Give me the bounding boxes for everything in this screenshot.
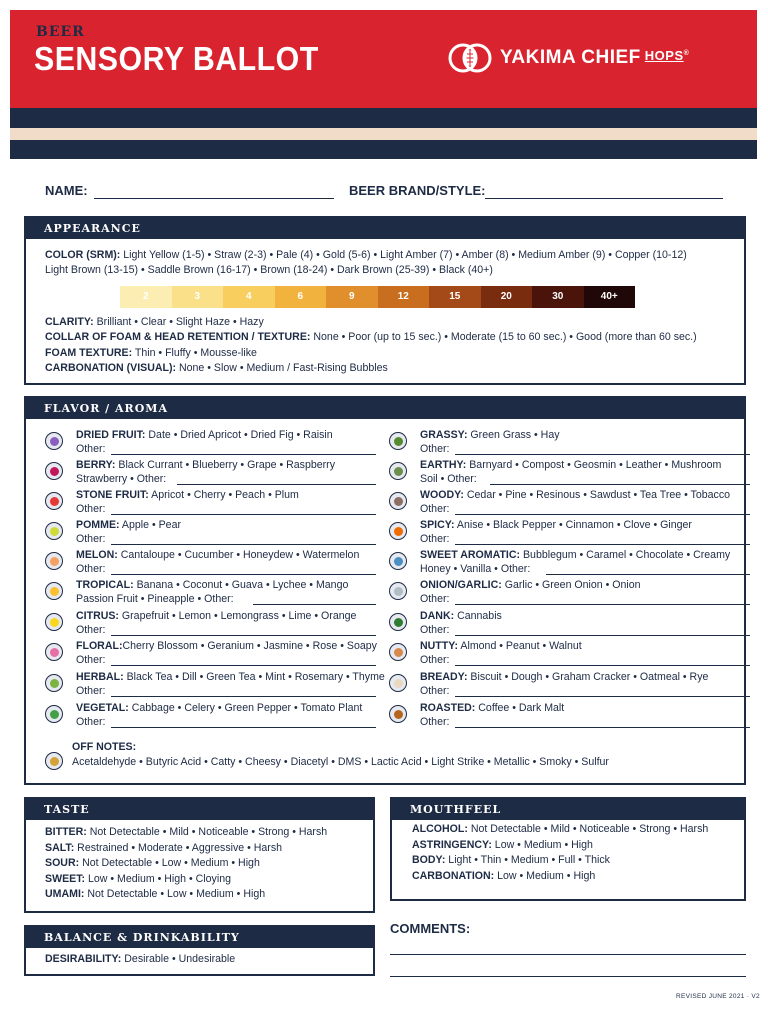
- off-notes-label: OFF NOTES:: [72, 741, 137, 753]
- herbal-icon-dot: [50, 679, 59, 688]
- flavor-other-input-line[interactable]: [111, 454, 376, 455]
- flavor-item-other: Passion Fruit • Pineapple • Other:: [76, 593, 234, 605]
- flavor-item-text: DRIED FRUIT: Date • Dried Apricot • Dried Fig • Raisin: [76, 429, 333, 441]
- flavor-item-other: Other:: [420, 654, 450, 666]
- flavor-item-text: BERRY: Black Currant • Blueberry • Grape • Raspberry: [76, 459, 335, 471]
- srm-swatch: 6: [275, 286, 327, 308]
- flavor-other-input-line[interactable]: [177, 484, 376, 485]
- srm-swatch: 4: [223, 286, 275, 308]
- flavor-item-other: Other:: [420, 593, 450, 605]
- flavor-other-input-line[interactable]: [111, 665, 376, 666]
- citrus-icon: [45, 613, 63, 631]
- stone-fruit-icon: [45, 492, 63, 510]
- off-notes-list: Acetaldehyde • Butyric Acid • Catty • Cheesy • Diacetyl • DMS • Lactic Acid • Light Strike • Metallic • Smoky • Sulfur: [72, 756, 609, 768]
- flavor-item-other: Other:: [76, 654, 106, 666]
- berry-icon-dot: [50, 467, 59, 476]
- appearance-heading: APPEARANCE: [26, 218, 744, 239]
- header-stripe-navy-bottom: [10, 140, 757, 159]
- taste-heading: TASTE: [26, 799, 373, 820]
- flavor-other-input-line[interactable]: [111, 544, 376, 545]
- flavor-item-text: ROASTED: Coffee • Dark Malt: [420, 702, 565, 714]
- balance-drinkability-heading: BALANCE & DRINKABILITY: [26, 927, 373, 948]
- flavor-item-text: CITRUS: Grapefruit • Lemon • Lemongrass • Lime • Orange: [76, 610, 357, 622]
- flavor-other-input-line[interactable]: [111, 635, 376, 636]
- roasted-icon: [389, 705, 407, 723]
- comments-line-2[interactable]: [390, 976, 746, 977]
- melon-icon: [45, 552, 63, 570]
- flavor-item-other: Other:: [420, 443, 450, 455]
- flavor-other-input-line[interactable]: [111, 696, 376, 697]
- dank-icon: [389, 613, 407, 631]
- grassy-icon: [389, 432, 407, 450]
- flavor-aroma-heading: FLAVOR / AROMA: [26, 398, 744, 419]
- flavor-other-input-line[interactable]: [455, 454, 750, 455]
- vegetal-icon-dot: [50, 710, 59, 719]
- sweet-aromatic-icon-dot: [394, 557, 403, 566]
- onion-garlic-icon: [389, 582, 407, 600]
- earthy-icon-dot: [394, 467, 403, 476]
- vegetal-icon: [45, 705, 63, 723]
- bready-icon: [389, 674, 407, 692]
- flavor-item-text: POMME: Apple • Pear: [76, 519, 181, 531]
- flavor-other-input-line[interactable]: [455, 665, 750, 666]
- color-srm-row: COLOR (SRM): Light Yellow (1-5) • Straw (2-3) • Pale (4) • Gold (5-6) • Light Amber (7) • Amber (8) • Medium Amber (9) • Copper (10-12): [45, 249, 687, 261]
- pomme-icon-dot: [50, 527, 59, 536]
- flavor-item-other: Other:: [76, 533, 106, 545]
- flavor-item-other: Soil • Other:: [420, 473, 477, 485]
- header-stripe-cream: [10, 128, 757, 140]
- flavor-item-text: STONE FRUIT: Apricot • Cherry • Peach • Plum: [76, 489, 299, 501]
- flavor-item-text: NUTTY: Almond • Peanut • Walnut: [420, 640, 582, 652]
- srm-swatch: 40+: [584, 286, 636, 308]
- logo-registered-mark: ®: [683, 50, 690, 57]
- flavor-other-input-line[interactable]: [455, 696, 750, 697]
- name-label: NAME:: [45, 183, 88, 198]
- flavor-other-input-line[interactable]: [490, 484, 750, 485]
- flavor-other-input-line[interactable]: [111, 514, 376, 515]
- citrus-icon-dot: [50, 618, 59, 627]
- srm-swatch: 30: [532, 286, 584, 308]
- spicy-icon-dot: [394, 527, 403, 536]
- header-stripe-navy-top: [10, 108, 757, 128]
- tropical-icon-dot: [50, 587, 59, 596]
- revision-note: REVISED JUNE 2021 · V2: [676, 993, 760, 1000]
- srm-swatch: 12: [378, 286, 430, 308]
- srm-swatch: 20: [481, 286, 533, 308]
- collar-row: COLLAR OF FOAM & HEAD RETENTION / TEXTURE: None • Poor (up to 15 sec.) • Moderate (15 to 60 sec.) • Good (more than 60 sec.): [45, 331, 697, 343]
- woody-icon-dot: [394, 497, 403, 506]
- mouthfeel-heading: MOUTHFEEL: [392, 799, 744, 820]
- mouthfeel-row: ASTRINGENCY: Low • Medium • High: [412, 838, 593, 851]
- carbonation-visual-row: CARBONATION (VISUAL): None • Slow • Medium / Fast-Rising Bubbles: [45, 362, 388, 374]
- flavor-item-other: Other:: [420, 533, 450, 545]
- flavor-item-text: TROPICAL: Banana • Coconut • Guava • Lychee • Mango: [76, 579, 349, 591]
- srm-color-bar: [120, 286, 635, 308]
- flavor-item-text: SPICY: Anise • Black Pepper • Cinnamon • Clove • Ginger: [420, 519, 692, 531]
- flavor-item-other: Other:: [420, 716, 450, 728]
- mouthfeel-row: ALCOHOL: Not Detectable • Mild • Noticeable • Strong • Harsh: [412, 823, 709, 835]
- floral-icon-dot: [50, 648, 59, 657]
- comments-label: COMMENTS:: [390, 921, 471, 936]
- flavor-other-input-line[interactable]: [455, 635, 750, 636]
- logo-hops: HOPS: [644, 48, 684, 63]
- foam-texture-row: FOAM TEXTURE: Thin • Fluffy • Mousse-like: [45, 347, 257, 359]
- flavor-item-text: GRASSY: Green Grass • Hay: [420, 429, 560, 441]
- melon-icon-dot: [50, 557, 59, 566]
- flavor-item-other: Other:: [76, 716, 106, 728]
- page-title: SENSORY BALLOT: [34, 40, 319, 77]
- bready-icon-dot: [394, 679, 403, 688]
- mouthfeel-row: BODY: Light • Thin • Medium • Full • Thick: [412, 854, 610, 867]
- flavor-item-text: WOODY: Cedar • Pine • Resinous • Sawdust • Tea Tree • Tobacco: [420, 489, 731, 501]
- name-row: [45, 183, 725, 203]
- name-input-line[interactable]: [94, 198, 334, 199]
- yakima-chief-logo: [448, 40, 689, 76]
- color-srm-row-2: Light Brown (13-15) • Saddle Brown (16-17) • Brown (18-24) • Dark Brown (25-39) • Black (40+): [45, 264, 493, 276]
- flavor-other-input-line[interactable]: [455, 544, 750, 545]
- dried-fruit-icon-dot: [50, 437, 59, 446]
- sweet-aromatic-icon: [389, 552, 407, 570]
- flavor-other-input-line[interactable]: [111, 727, 376, 728]
- nutty-icon-dot: [394, 648, 403, 657]
- srm-swatch: 3: [172, 286, 224, 308]
- spicy-icon: [389, 522, 407, 540]
- berry-icon: [45, 462, 63, 480]
- taste-row: BITTER: Not Detectable • Mild • Noticeable • Strong • Harsh: [45, 826, 328, 838]
- pomme-icon: [45, 522, 63, 540]
- floral-icon: [45, 643, 63, 661]
- tropical-icon: [45, 582, 63, 600]
- taste-row: SALT: Restrained • Moderate • Aggressive • Harsh: [45, 841, 283, 854]
- clarity-row: CLARITY: Brilliant • Clear • Slight Haze • Hazy: [45, 316, 264, 328]
- hop-logo-icon: [448, 40, 492, 76]
- logo-text: YAKIMA CHIEF HOPS®: [500, 47, 690, 68]
- flavor-item-other: Other:: [420, 503, 450, 515]
- flavor-item-text: SWEET AROMATIC: Bubblegum • Caramel • Chocolate • Creamy: [420, 549, 731, 561]
- woody-icon: [389, 492, 407, 510]
- flavor-item-text: MELON: Cantaloupe • Cucumber • Honeydew • Watermelon: [76, 549, 360, 561]
- earthy-icon: [389, 462, 407, 480]
- srm-swatch: 9: [326, 286, 378, 308]
- onion-garlic-icon-dot: [394, 587, 403, 596]
- beer-brand-style-input-line[interactable]: [485, 198, 723, 199]
- beer-label: BEER: [36, 24, 85, 40]
- comments-line-1[interactable]: [390, 954, 746, 955]
- off-notes-icon: [45, 752, 63, 770]
- flavor-other-input-line[interactable]: [455, 604, 750, 605]
- nutty-icon: [389, 643, 407, 661]
- herbal-icon: [45, 674, 63, 692]
- flavor-other-input-line[interactable]: [253, 604, 376, 605]
- taste-row: SOUR: Not Detectable • Low • Medium • High: [45, 857, 260, 870]
- srm-swatch: 2: [120, 286, 172, 308]
- flavor-item-other: Other:: [76, 443, 106, 455]
- flavor-item-other: Other:: [420, 685, 450, 697]
- flavor-item-text: EARTHY: Barnyard • Compost • Geosmin • Leather • Mushroom: [420, 459, 722, 471]
- taste-row: SWEET: Low • Medium • High • Cloying: [45, 872, 231, 885]
- flavor-item-text: BREADY: Biscuit • Dough • Graham Cracker • Oatmeal • Rye: [420, 671, 709, 683]
- flavor-other-input-line[interactable]: [546, 574, 750, 575]
- roasted-icon-dot: [394, 710, 403, 719]
- flavor-other-input-line[interactable]: [455, 514, 750, 515]
- flavor-item-other: Other:: [420, 624, 450, 636]
- mouthfeel-row: CARBONATION: Low • Medium • High: [412, 869, 596, 882]
- flavor-item-text: ONION/GARLIC: Garlic • Green Onion • Onion: [420, 579, 641, 591]
- srm-swatch: 15: [429, 286, 481, 308]
- dried-fruit-icon: [45, 432, 63, 450]
- flavor-item-text: HERBAL: Black Tea • Dill • Green Tea • Mint • Rosemary • Thyme: [76, 671, 385, 683]
- flavor-other-input-line[interactable]: [455, 727, 750, 728]
- dank-icon-dot: [394, 618, 403, 627]
- flavor-item-other: Other:: [76, 624, 106, 636]
- flavor-item-other: Other:: [76, 563, 106, 575]
- flavor-item-text: FLORAL:Cherry Blossom • Geranium • Jasmine • Rose • Soapy: [76, 640, 377, 652]
- flavor-item-other: Strawberry • Other:: [76, 473, 167, 485]
- flavor-item-text: DANK: Cannabis: [420, 610, 502, 622]
- beer-brand-style-label: BEER BRAND/STYLE:: [349, 183, 486, 198]
- flavor-item-other: Other:: [76, 685, 106, 697]
- flavor-item-text: VEGETAL: Cabbage • Celery • Green Pepper • Tomato Plant: [76, 702, 363, 714]
- flavor-item-other: Other:: [76, 503, 106, 515]
- grassy-icon-dot: [394, 437, 403, 446]
- balance-drinkability-section: [24, 925, 375, 976]
- stone-fruit-icon-dot: [50, 497, 59, 506]
- desirability-row: DESIRABILITY: Desirable • Undesirable: [45, 953, 236, 965]
- flavor-item-other: Honey • Vanilla • Other:: [420, 563, 531, 575]
- flavor-other-input-line[interactable]: [111, 574, 376, 575]
- taste-row: UMAMI: Not Detectable • Low • Medium • High: [45, 888, 266, 901]
